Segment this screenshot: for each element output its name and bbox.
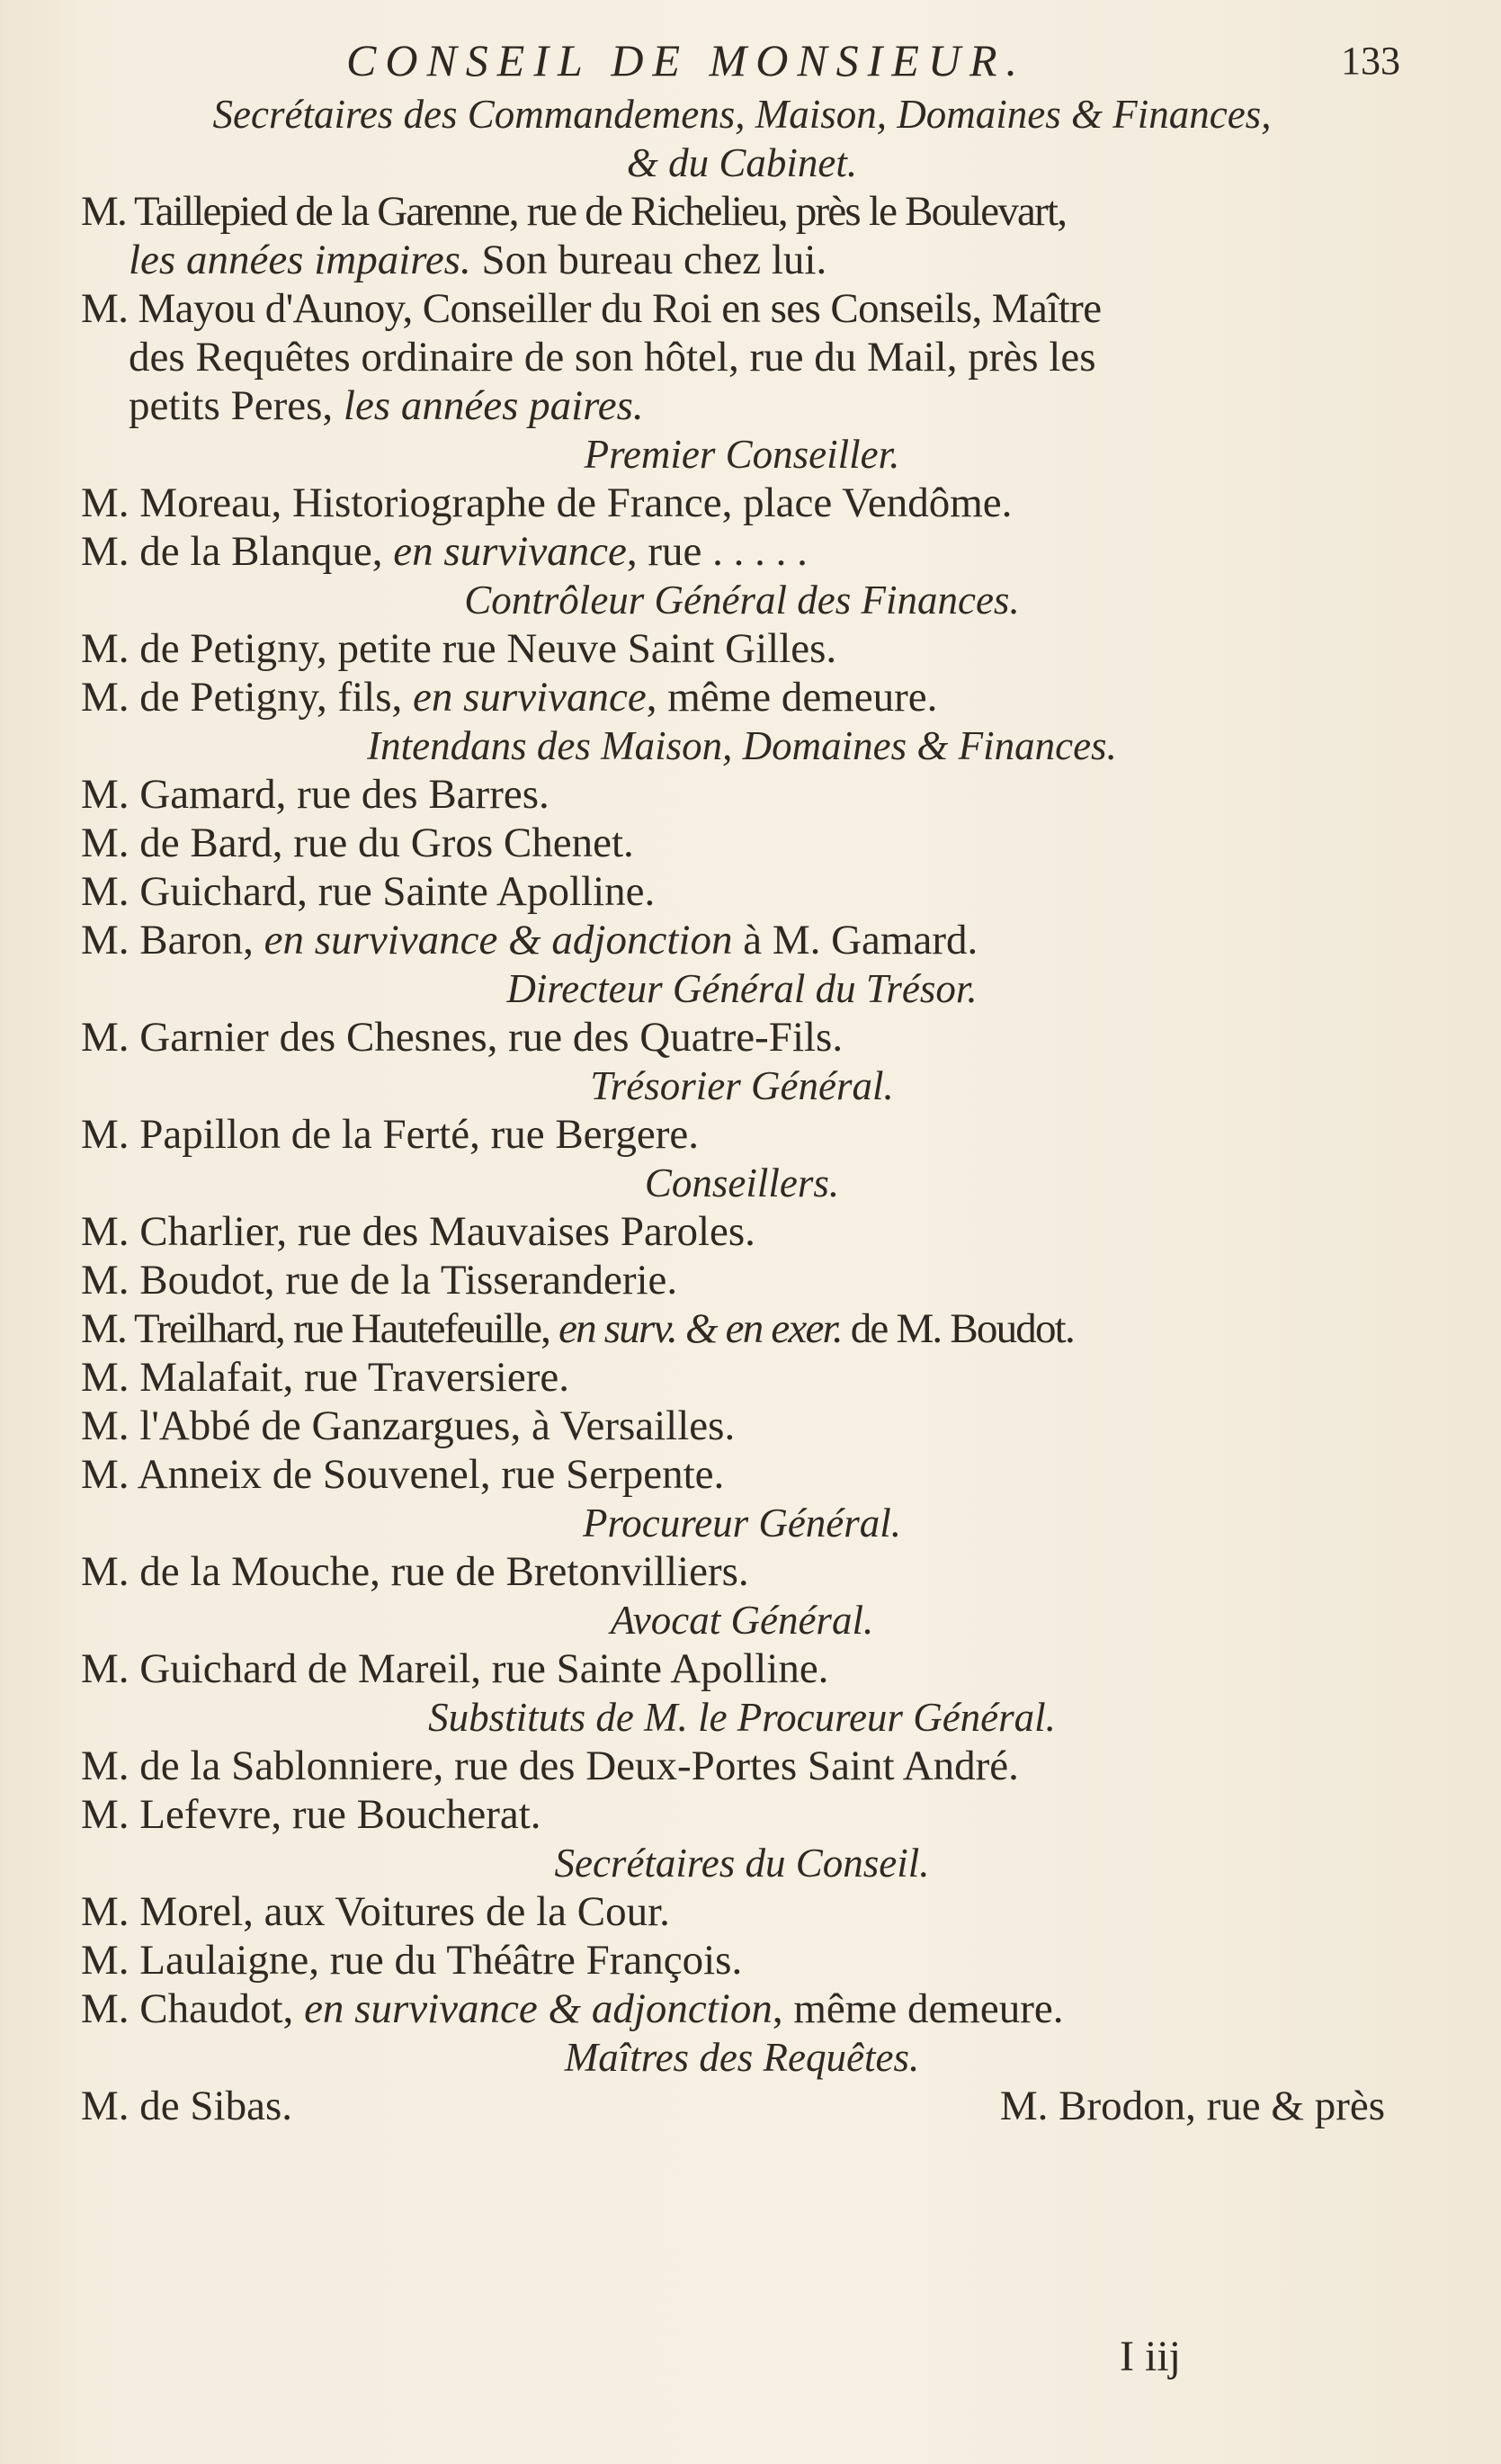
entry-mayou: M. Mayou d'Aunoy, Conseiller du Roi en ses Conseils, Maître xyxy=(81,285,1102,332)
section-heading-secretaires-commandemens-cont: & du Cabinet. xyxy=(626,140,858,185)
entry-mayou-cont: des Requêtes ordinaire de son hôtel, rue du Mail, près les xyxy=(129,334,1096,381)
entry-row-sibas-brodon xyxy=(81,2082,1403,2130)
entry-baron xyxy=(81,916,1403,964)
section-heading-procureur: Procureur Général. xyxy=(582,1501,902,1546)
section-heading-substituts: Substituts de M. le Procureur Général. xyxy=(428,1695,1056,1740)
entry-boudot: M. Boudot, rue de la Tisseranderie. xyxy=(81,1257,678,1304)
entry-anneix: M. Anneix de Souvenel, rue Serpente. xyxy=(81,1451,725,1498)
entry-papillon: M. Papillon de la Ferté, rue Bergere. xyxy=(81,1111,699,1158)
entry-mayou-italic: les années paires. xyxy=(343,382,644,429)
entry-brodon: M. Brodon, rue & près xyxy=(999,2083,1385,2129)
entry-treilhard-italic: en surv. & en exer. xyxy=(558,1305,842,1352)
entry-chaudot-pre: M. Chaudot, xyxy=(81,1985,305,2032)
entry-mayou-cont-2 xyxy=(81,381,1403,430)
section-heading-directeur: Directeur Général du Trésor. xyxy=(506,966,978,1011)
entry-morel: M. Morel, aux Voitures de la Cour. xyxy=(81,1888,670,1935)
entry-petigny-fils-post: , même demeure. xyxy=(646,674,938,721)
entry-blanque-post: , rue . . . . . xyxy=(626,528,808,575)
section-heading-premier-conseiller: Premier Conseiller. xyxy=(584,432,900,477)
entry-moreau: M. Moreau, Historiographe de France, place Vendôme. xyxy=(81,479,1013,526)
entry-guichard: M. Guichard, rue Sainte Apolline. xyxy=(81,868,656,915)
entry-mayou-pre: petits Peres, xyxy=(129,382,344,429)
running-title: CONSEIL DE MONSIEUR. xyxy=(346,35,1027,85)
entry-petigny-fils-italic: en survivance xyxy=(413,674,647,721)
entry-sibas: M. de Sibas. xyxy=(81,2083,292,2129)
entry-baron-post: à M. Gamard. xyxy=(732,917,978,963)
entry-petigny-fils xyxy=(81,673,1403,721)
entry-chaudot-post: , même demeure. xyxy=(772,1985,1064,2032)
entry-chaudot xyxy=(81,1985,1403,2033)
entry-taillepied-rest: Son bureau chez lui. xyxy=(470,237,827,283)
entry-malafait: M. Malafait, rue Traversiere. xyxy=(81,1354,569,1401)
section-heading-avocat: Avocat Général. xyxy=(610,1598,874,1643)
entry-gamard: M. Gamard, rue des Barres. xyxy=(81,771,549,818)
entry-blanque-italic: en survivance xyxy=(393,528,627,575)
entry-abbe-ganzargues: M. l'Abbé de Ganzargues, à Versailles. xyxy=(81,1402,736,1449)
section-heading-controleur: Contrôleur Général des Finances. xyxy=(464,578,1020,623)
signature-mark: I iij xyxy=(1120,2333,1181,2380)
entry-baron-italic: en survivance & adjonction xyxy=(264,917,733,963)
text-body xyxy=(81,90,1403,2130)
section-heading-conseillers: Conseillers. xyxy=(644,1160,840,1205)
section-heading-tresorier: Trésorier Général. xyxy=(590,1063,894,1108)
entry-taillepied: M. Taillepied de la Garenne, rue de Richelieu, près le Boulevart, xyxy=(81,188,1067,235)
entry-bard: M. de Bard, rue du Gros Chenet. xyxy=(81,820,634,866)
section-heading-secretaires-conseil: Secrétaires du Conseil. xyxy=(554,1841,930,1886)
page-header xyxy=(0,25,1501,97)
entry-sablonniere: M. de la Sablonniere, rue des Deux-Portes Saint André. xyxy=(81,1743,1019,1789)
entry-blanque-pre: M. de la Blanque, xyxy=(81,528,394,575)
section-heading-intendans: Intendans des Maison, Domaines & Finances. xyxy=(367,723,1117,768)
entry-taillepied-cont xyxy=(81,236,1403,284)
entry-guichard-mareil: M. Guichard de Mareil, rue Sainte Apolline. xyxy=(81,1645,829,1692)
entry-petigny: M. de Petigny, petite rue Neuve Saint Gilles. xyxy=(81,625,837,672)
entry-mouche: M. de la Mouche, rue de Bretonvilliers. xyxy=(81,1548,749,1595)
entry-treilhard xyxy=(81,1304,1403,1353)
entry-chaudot-italic: en survivance & adjonction xyxy=(304,1985,773,2032)
entry-blanque xyxy=(81,527,1403,576)
entry-baron-pre: M. Baron, xyxy=(81,917,264,963)
entry-treilhard-post: de M. Boudot. xyxy=(841,1305,1074,1352)
entry-taillepied-italic: les années impaires. xyxy=(129,237,471,283)
entry-treilhard-pre: M. Treilhard, rue Hautefeuille, xyxy=(81,1305,559,1352)
entry-charlier: M. Charlier, rue des Mauvaises Paroles. xyxy=(81,1208,755,1255)
page-number: 133 xyxy=(1341,39,1400,83)
entry-laulaigne: M. Laulaigne, rue du Théâtre François. xyxy=(81,1937,743,1984)
entry-lefevre: M. Lefevre, rue Boucherat. xyxy=(81,1791,541,1838)
entry-garnier: M. Garnier des Chesnes, rue des Quatre-Fils. xyxy=(81,1014,844,1061)
entry-petigny-fils-pre: M. de Petigny, fils, xyxy=(81,674,414,721)
section-heading-maitres-requetes: Maîtres des Requêtes. xyxy=(564,2035,920,2080)
section-heading-secretaires-commandemens: Secrétaires des Commandemens, Maison, Domaines & Finances, xyxy=(212,92,1272,137)
